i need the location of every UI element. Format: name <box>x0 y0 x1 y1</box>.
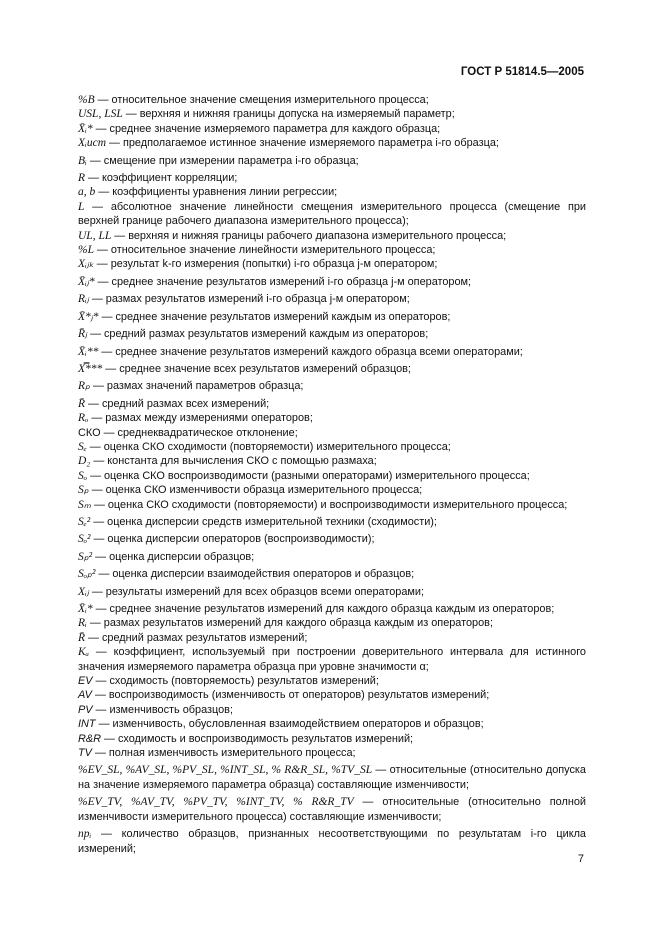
definition-item: R̄ — средний размах результатов измерений; <box>78 631 308 644</box>
definition-item: X̄ᵢ** — среднее значение результатов измерений каждого образца всеми операторами; <box>78 345 523 358</box>
definition-item: Rₚ — размах значений параметров образца; <box>78 380 304 393</box>
definition-item: Sₒ² — оценка дисперсии операторов (воспроизводимости); <box>78 533 375 546</box>
definition-item: R&R — сходимость и воспроизводимость результатов измерений; <box>78 732 414 745</box>
definition-item: X̄*ⱼ* — среднее значение результатов измерений каждым из операторов; <box>78 310 451 323</box>
definition-item: СКО — среднеквадратическое отклонение; <box>78 426 298 439</box>
definition-item: L — абсолютное значение линейности смещения измерительного процесса (смещение при верхней границе рабочего диапазона измерительного процесса); <box>78 200 586 228</box>
definition-item: X̿*** — среднее значение всех результатов измерений образцов; <box>78 362 411 375</box>
definition-item: R̄ — средний размах всех измерений; <box>78 397 270 410</box>
definition-item: %B — относительное значение смещения измерительного процесса; <box>78 94 429 106</box>
definition-item: X̄ᵢⱼ* — среднее значение результатов измерений i-го образца j-м оператором; <box>78 275 472 288</box>
definition-item: Sₒ — оценка СКО воспроизводимости (разными операторами) измерительного процесса; <box>78 469 530 482</box>
definition-item: %EV_SL, %AV_SL, %PV_SL, %INT_SL, % R&R_SL, %TV_SL — относительные (относительно допуска на значение измеряемого параметра образца) составляющие изменчивости; <box>78 764 586 791</box>
definition-item: %L — относительное значение линейности измерительного процесса; <box>78 244 436 257</box>
definition-item: R̄ⱼ — средний размах результатов измерений каждым из операторов; <box>78 328 429 341</box>
definition-item: Xᵢⱼₖ — результат k-го измерения (попытки) i-го образца j-м оператором; <box>78 258 438 271</box>
definitions-list <box>78 93 586 856</box>
definition-item: TV — полная изменчивость измерительного процесса; <box>78 747 356 760</box>
definition-item: Xᵢⱼ — результаты измерений для всех образцов всеми операторами; <box>78 585 424 598</box>
definition-item: Rₒ — размах между измерениями операторов; <box>78 412 313 425</box>
definition-item: Sₚ² — оценка дисперсии образцов; <box>78 550 255 563</box>
definition-item: npᵢ — количество образцов, признанных несоответствующими по результатам i-го цикла измерений; <box>78 828 586 855</box>
page-number: 7 <box>577 853 584 865</box>
definition-item: X̄ᵢ* — среднее значение результатов измерений для каждого образца каждым из операторов; <box>78 603 555 615</box>
definition-item: %EV_TV, %AV_TV, %PV_TV, %INT_TV, % R&R_TV — относительные (относительно полной изменчивости измерительного процесса) составляющие изменчивости; <box>78 796 586 823</box>
definition-item: Sₑ² — оценка дисперсии средств измерительной техники (сходимости); <box>78 515 437 528</box>
definition-item: Sₚ — оценка СКО изменчивости образца измерительного процесса; <box>78 484 423 497</box>
definition-item: AV — воспроизводимость (изменчивость от операторов) результатов измерений; <box>78 689 490 702</box>
definition-item: USL, LSL — верхняя и нижняя границы допуска на измеряемый параметр; <box>78 108 455 121</box>
definition-item: PV — изменчивость образцов; <box>78 703 233 716</box>
definition-item: a, b — коэффициенты уравнения линии регрессии; <box>78 186 338 199</box>
definition-item: Bᵢ — смещение при измерении параметра i-го образца; <box>78 154 359 167</box>
definition-item: Rᵢ — размах результатов измерений для каждого образца каждым из операторов; <box>78 617 493 630</box>
definition-item: X̄ᵢ* — среднее значение измеряемого параметра для каждого образца; <box>78 122 441 135</box>
definition-item: Sₑ — оценка СКО сходимости (повторяемости) измерительного процесса; <box>78 440 451 453</box>
definition-item: Kₐ — коэффициент, используемый при построении доверительного интервала для истинного значения измеряемого параметра образца при уровне значимости α; <box>78 646 586 673</box>
definition-item: UL, LL — верхняя и нижняя границы рабочего диапазона измерительного процесса; <box>78 229 507 242</box>
definition-item: D₂ — константа для вычисления СКО с помощью размаха; <box>78 455 377 468</box>
definition-item: INT — изменчивость, обусловленная взаимодействием операторов и образцов; <box>78 718 484 731</box>
definition-item: R — коэффициент корреляции; <box>78 172 238 185</box>
definition-item: Sₒₚ² — оценка дисперсии взаимодействия операторов и образцов; <box>78 568 415 581</box>
definition-item: Xᵢист — предполагаемое истинное значение измеряемого параметра i-го образца; <box>78 137 499 150</box>
standard-header: ГОСТ Р 51814.5—2005 <box>460 66 584 78</box>
definition-item: Rᵢⱼ — размах результатов измерений i-го образца j-м оператором; <box>78 293 410 306</box>
definition-item: EV — сходимость (повторяемость) результатов измерений; <box>78 675 379 688</box>
definition-item: Sₘ — оценка СКО сходимости (повторяемости) и воспроизводимости измерительного процесса; <box>78 498 568 511</box>
